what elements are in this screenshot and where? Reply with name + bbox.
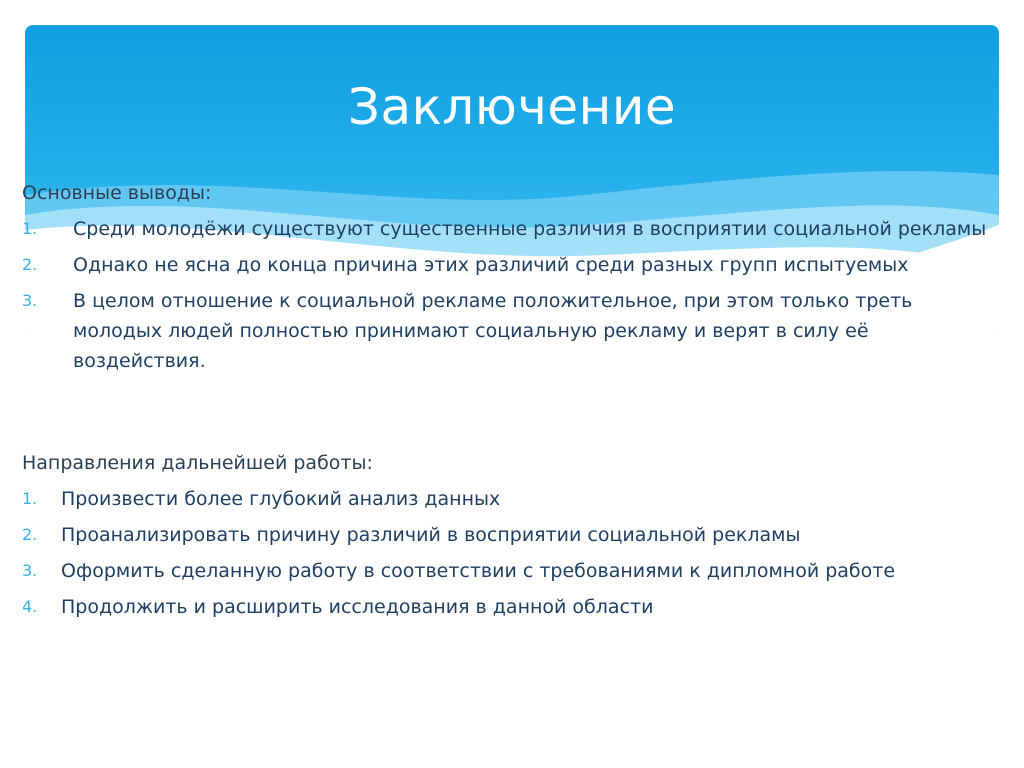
list-item — [22, 250, 1007, 280]
list-item — [22, 592, 1007, 622]
list-item — [22, 520, 1007, 550]
list-item-text: В целом отношение к социальной рекламе положительное, при этом только треть молодых людей полностью принимают социальную рекламу и верят в силу её воздействия. — [73, 290, 913, 372]
future-work-list — [22, 484, 1007, 622]
list-item — [22, 214, 1007, 244]
conclusions-list — [22, 214, 1007, 376]
slide-body — [22, 178, 1007, 622]
list-item-text: Оформить сделанную работу в соответствии с требованиями к дипломной работе — [61, 560, 896, 582]
list-number: 3. — [22, 561, 38, 580]
list-item-text: Проанализировать причину различий в восприятии социальной рекламы — [61, 524, 801, 546]
spacer — [22, 376, 1007, 448]
list-number: 1. — [22, 219, 38, 238]
section-heading-conclusions: Основные выводы: — [22, 182, 212, 204]
list-number: 1. — [22, 489, 38, 508]
list-number: 2. — [22, 255, 38, 274]
list-number: 4. — [22, 597, 38, 616]
section-heading-future-work: Направления дальнейшей работы: — [22, 452, 373, 474]
list-item-text: Продолжить и расширить исследования в данной области — [61, 596, 654, 618]
list-item — [22, 556, 1007, 586]
list-item — [22, 484, 1007, 514]
list-number: 3. — [22, 291, 38, 310]
list-number: 2. — [22, 525, 38, 544]
list-item-text: Среди молодёжи существуют существенные различия в восприятии социальной рекламы — [73, 218, 987, 240]
list-item-text: Однако не ясна до конца причина этих различий среди разных групп испытуемых — [73, 254, 909, 276]
list-item — [22, 286, 1007, 376]
page-title: Заключение — [347, 78, 677, 136]
list-item-text: Произвести более глубокий анализ данных — [61, 488, 501, 510]
